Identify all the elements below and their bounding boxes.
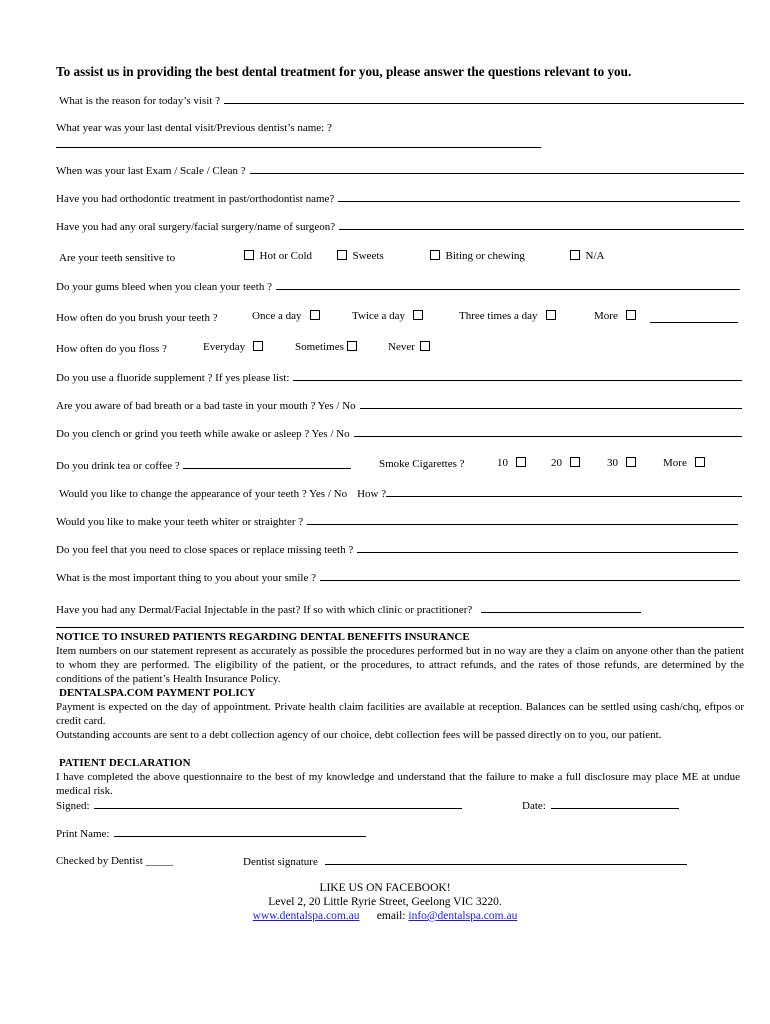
question-fluoride: Do you use a fluoride supplement ? If yes please list: xyxy=(56,370,742,385)
checkbox-icon[interactable] xyxy=(626,310,636,320)
checkbox-icon[interactable] xyxy=(420,341,430,351)
email-link[interactable]: info@dentalspa.com.au xyxy=(408,910,518,922)
question-important: What is the most important thing to you about your smile ? xyxy=(56,570,740,585)
date-line[interactable] xyxy=(551,798,679,809)
question-last-exam: When was your last Exam / Scale / Clean ? xyxy=(56,163,744,178)
payment-text-2: Outstanding accounts are sent to a debt collection agency of our choice, debt collection fees will be passed directly on to you, our patient. xyxy=(56,729,662,741)
question-gums: Do your gums bleed when you clean your teeth ? xyxy=(56,279,740,294)
question-clench: Do you clench or grind you teeth while awake or asleep ? Yes / No xyxy=(56,426,742,441)
brush-option-more[interactable]: More xyxy=(594,310,636,322)
dentist-signature-field: Dentist signature xyxy=(243,854,687,868)
breath-answer-line[interactable] xyxy=(360,398,742,409)
signature-line[interactable] xyxy=(94,798,462,809)
checkbox-icon[interactable] xyxy=(244,250,254,260)
checkbox-icon[interactable] xyxy=(253,341,263,351)
checkbox-icon[interactable] xyxy=(516,457,526,467)
dentist-signature-line[interactable] xyxy=(325,854,687,865)
checked-by-dentist-field: Checked by Dentist _____ xyxy=(56,855,174,867)
smoke-option-more[interactable]: More xyxy=(663,457,705,469)
appearance-answer-line[interactable] xyxy=(386,486,742,497)
checkbox-icon[interactable] xyxy=(570,250,580,260)
notice-text: Item numbers on our statement represent as accurately as possible the procedures performed but in no way are they a claim on anyone other than the patient to whom they are performed. The eligibility of the patient, or the procedures, to attract refunds, and the rates of those refunds, are determined by the conditions of the patient’s Health Insurance Policy. xyxy=(56,645,744,685)
question-last-visit: What year was your last dental visit/Previous dentist’s name: ? xyxy=(56,122,332,134)
checkbox-icon[interactable] xyxy=(626,457,636,467)
important-answer-line[interactable] xyxy=(320,570,740,581)
question-orthodontic: Have you had orthodontic treatment in past/orthodontist name? xyxy=(56,191,740,206)
question-appearance: Would you like to change the appearance of your teeth ? Yes / No How ? xyxy=(59,486,742,501)
question-whiter: Would you like to make your teeth whiter or straighter ? xyxy=(56,514,738,529)
question-reason: What is the reason for today’s visit ? xyxy=(59,93,744,108)
floss-option-never[interactable]: Never xyxy=(388,341,430,353)
print-name-line[interactable] xyxy=(114,826,366,837)
checkbox-icon[interactable] xyxy=(570,457,580,467)
payment-text-1: Payment is expected on the day of appointment. Private health claim facilities are available at reception. Balances can be settled using cash/chq, eftpos or credit card. xyxy=(56,701,744,727)
whiter-answer-line[interactable] xyxy=(307,514,738,525)
checkbox-icon[interactable] xyxy=(430,250,440,260)
brush-option-three[interactable]: Three times a day xyxy=(459,310,556,322)
footer-contact: www.dentalspa.com.au email: info@dentalspa.com.au xyxy=(252,910,518,922)
last-exam-answer-line[interactable] xyxy=(250,163,744,174)
checkbox-icon[interactable] xyxy=(546,310,556,320)
reason-answer-line[interactable] xyxy=(224,93,744,104)
spaces-answer-line[interactable] xyxy=(357,542,738,553)
tea-answer-line[interactable] xyxy=(183,458,351,469)
smoke-option-10[interactable]: 10 xyxy=(497,457,526,469)
injectable-answer-line[interactable] xyxy=(481,602,641,613)
notice-heading: NOTICE TO INSURED PATIENTS REGARDING DENTAL BENEFITS INSURANCE xyxy=(56,631,470,643)
date-field: Date: xyxy=(522,798,679,812)
fluoride-answer-line[interactable] xyxy=(293,370,742,381)
question-injectable: Have you had any Dermal/Facial Injectable in the past? If so with which clinic or practitioner? xyxy=(56,602,744,617)
checked-by-dentist-line[interactable]: _____ xyxy=(145,855,174,867)
sensitive-option-biting[interactable]: Biting or chewing xyxy=(430,250,525,262)
brush-more-answer-line[interactable] xyxy=(650,313,738,323)
smoke-option-30[interactable]: 30 xyxy=(607,457,636,469)
signed-field: Signed: xyxy=(56,798,744,813)
question-spaces: Do you feel that you need to close spaces or replace missing teeth ? xyxy=(56,542,738,557)
last-visit-answer-line[interactable] xyxy=(56,137,541,148)
sensitive-option-hot-cold[interactable]: Hot or Cold xyxy=(244,250,312,262)
floss-option-everyday[interactable]: Everyday xyxy=(203,341,263,353)
question-sensitive: Are your teeth sensitive to xyxy=(59,252,176,264)
orthodontic-answer-line[interactable] xyxy=(338,191,740,202)
form-title: To assist us in providing the best dental treatment for you, please answer the questions relevant to you. xyxy=(56,64,632,79)
section-divider xyxy=(56,627,744,628)
footer-facebook: LIKE US ON FACEBOOK! xyxy=(319,882,451,894)
print-name-field: Print Name: xyxy=(56,826,744,841)
floss-option-sometimes[interactable]: Sometimes xyxy=(295,341,357,353)
checkbox-icon[interactable] xyxy=(413,310,423,320)
website-link[interactable]: www.dentalspa.com.au xyxy=(252,910,360,922)
brush-option-once[interactable]: Once a day xyxy=(252,310,320,322)
clench-answer-line[interactable] xyxy=(354,426,742,437)
sensitive-option-na[interactable]: N/A xyxy=(570,250,604,262)
question-floss: How often do you floss ? xyxy=(56,343,167,355)
brush-option-twice[interactable]: Twice a day xyxy=(352,310,423,322)
sensitive-option-sweets[interactable]: Sweets xyxy=(337,250,384,262)
checkbox-icon[interactable] xyxy=(347,341,357,351)
question-breath: Are you aware of bad breath or a bad taste in your mouth ? Yes / No xyxy=(56,398,742,413)
declaration-text: I have completed the above questionnaire to the best of my knowledge and understand that the failure to make a full disclosure may place ME at undue medical risk. xyxy=(56,771,740,797)
payment-heading: DENTALSPA.COM PAYMENT POLICY xyxy=(59,687,256,699)
question-tea: Do you drink tea or coffee ? xyxy=(56,458,744,473)
checkbox-icon[interactable] xyxy=(695,457,705,467)
checkbox-icon[interactable] xyxy=(337,250,347,260)
footer-address: Level 2, 20 Little Ryrie Street, Geelong VIC 3220. xyxy=(268,896,502,908)
declaration-heading: PATIENT DECLARATION xyxy=(59,757,191,769)
question-smoke: Smoke Cigarettes ? xyxy=(379,458,465,470)
question-brush: How often do you brush your teeth ? xyxy=(56,312,218,324)
gums-answer-line[interactable] xyxy=(276,279,740,290)
checkbox-icon[interactable] xyxy=(310,310,320,320)
surgery-answer-line[interactable] xyxy=(339,219,744,230)
smoke-option-20[interactable]: 20 xyxy=(551,457,580,469)
question-surgery: Have you had any oral surgery/facial surgery/name of surgeon? xyxy=(56,219,744,234)
